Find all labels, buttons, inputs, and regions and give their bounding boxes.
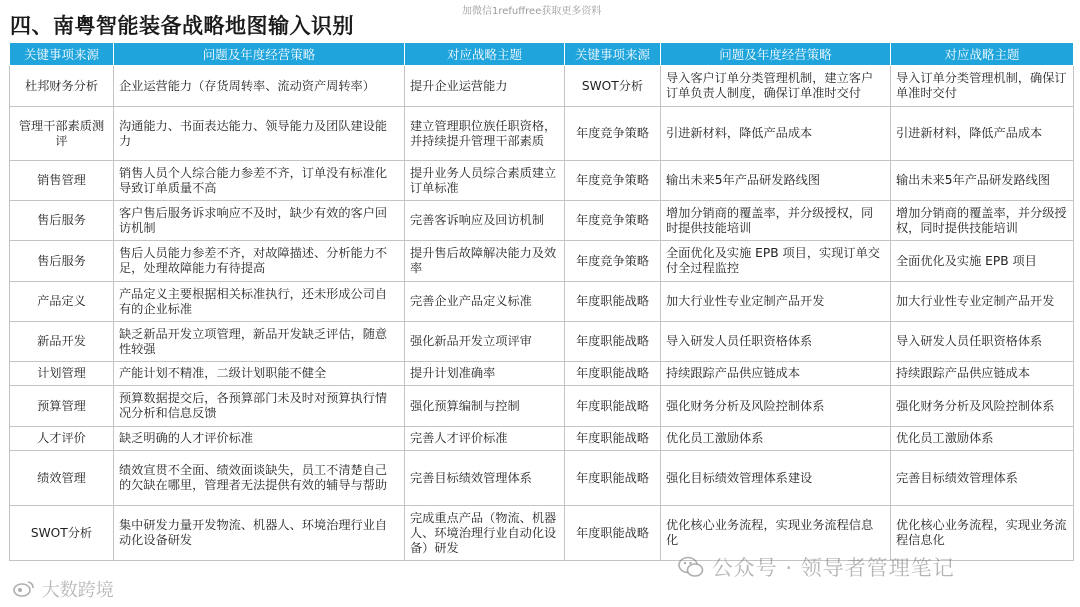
cell-theme: 优化核心业务流程，实现业务流程信息化 (891, 506, 1074, 561)
cell-theme: 引进新材料，降低产品成本 (891, 107, 1074, 161)
header-key-source: 关键事项来源 (10, 43, 114, 66)
table-row (10, 362, 1074, 386)
table-row (10, 282, 1074, 322)
cell-issue: 引进新材料，降低产品成本 (661, 107, 891, 161)
cell-issue: 加大行业性专业定制产品开发 (661, 282, 891, 322)
cell-issue: 优化员工激励体系 (661, 427, 891, 451)
cell-issue: 强化财务分析及风险控制体系 (661, 386, 891, 427)
cell-key-source: 销售管理 (10, 161, 114, 201)
cell-theme: 加大行业性专业定制产品开发 (891, 282, 1074, 322)
cell-issue: 强化目标绩效管理体系建设 (661, 451, 891, 506)
cell-theme: 提升售后故障解决能力及效率 (405, 241, 565, 282)
watermark-right-text: 公众号 · 领导者管理笔记 (711, 556, 955, 580)
cell-theme: 完善人才评价标准 (405, 427, 565, 451)
cell-key-source: 计划管理 (10, 362, 114, 386)
cell-key-source: 绩效管理 (10, 451, 114, 506)
table-row (10, 506, 1074, 561)
cell-key-source: 杜邦财务分析 (10, 66, 114, 107)
table-row (10, 161, 1074, 201)
cell-issue: 全面优化及实施 EPB 项目，实现订单交付全过程监控 (661, 241, 891, 282)
cell-issue: 客户售后服务诉求响应不及时，缺少有效的客户回访机制 (114, 201, 405, 241)
table-row (10, 241, 1074, 282)
cell-key-source: 管理干部素质测评 (10, 107, 114, 161)
table-row (10, 427, 1074, 451)
cell-issue: 售后人员能力参差不齐，对故障描述、分析能力不足，处理故障能力有待提高 (114, 241, 405, 282)
cell-key-source: 售后服务 (10, 201, 114, 241)
cell-theme: 提升企业运营能力 (405, 66, 565, 107)
table-row (10, 386, 1074, 427)
cell-theme: 完善目标绩效管理体系 (891, 451, 1074, 506)
cell-key-source: SWOT分析 (10, 506, 114, 561)
cell-issue: 导入客户订单分类管理机制，建立客户订单负责人制度，确保订单准时交付 (661, 66, 891, 107)
cell-key-source: SWOT分析 (565, 66, 661, 107)
cell-theme: 优化员工激励体系 (891, 427, 1074, 451)
watermark-left-text: 大数跨境 (41, 580, 114, 601)
cell-issue: 集中研发力量开发物流、机器人、环境治理行业自动化设备研发 (114, 506, 405, 561)
cell-key-source: 年度职能战略 (565, 451, 661, 506)
cell-theme: 导入订单分类管理机制，确保订单准时交付 (891, 66, 1074, 107)
cell-key-source: 售后服务 (10, 241, 114, 282)
cell-theme: 导入研发人员任职资格体系 (891, 322, 1074, 362)
cell-theme: 输出未来5年产品研发路线图 (891, 161, 1074, 201)
header-key-source: 关键事项来源 (565, 43, 661, 66)
table-row (10, 66, 1074, 107)
cell-key-source: 年度职能战略 (565, 427, 661, 451)
table-row (10, 107, 1074, 161)
cell-issue: 缺乏新品开发立项管理，新品开发缺乏评估，随意性较强 (114, 322, 405, 362)
cell-issue: 产能计划不精准，二级计划职能不健全 (114, 362, 405, 386)
cell-theme: 提升计划准确率 (405, 362, 565, 386)
cell-theme: 完成重点产品（物流、机器人、环境治理行业自动化设备）研发 (405, 506, 565, 561)
cell-issue: 增加分销商的覆盖率，并分级授权，同时提供技能培训 (661, 201, 891, 241)
strategy-map-table (9, 42, 1074, 561)
cell-key-source: 年度竞争策略 (565, 161, 661, 201)
cell-issue: 持续跟踪产品供应链成本 (661, 362, 891, 386)
cell-theme: 完善目标绩效管理体系 (405, 451, 565, 506)
cell-theme: 完善企业产品定义标准 (405, 282, 565, 322)
table-header-row (10, 43, 1074, 66)
table-row (10, 201, 1074, 241)
cell-theme: 持续跟踪产品供应链成本 (891, 362, 1074, 386)
watermark-left (12, 576, 114, 603)
cell-key-source: 年度职能战略 (565, 282, 661, 322)
cell-key-source: 预算管理 (10, 386, 114, 427)
header-issue-strategy: 问题及年度经营策略 (114, 43, 405, 66)
cell-key-source: 年度竞争策略 (565, 241, 661, 282)
cell-issue: 优化核心业务流程，实现业务流程信息化 (661, 506, 891, 561)
cell-key-source: 年度职能战略 (565, 362, 661, 386)
table-row (10, 451, 1074, 506)
cell-issue: 缺乏明确的人才评价标准 (114, 427, 405, 451)
header-issue-strategy: 问题及年度经营策略 (661, 43, 891, 66)
cell-key-source: 年度竞争策略 (565, 107, 661, 161)
cell-key-source: 新品开发 (10, 322, 114, 362)
top-watermark-text: 加微信1refuffree获取更多资料 (462, 6, 602, 17)
table-row (10, 322, 1074, 362)
cell-issue: 绩效宣贯不全面、绩效面谈缺失，员工不清楚自己的欠缺在哪里，管理者无法提供有效的辅导与帮助 (114, 451, 405, 506)
cell-theme: 强化财务分析及风险控制体系 (891, 386, 1074, 427)
cell-key-source: 年度职能战略 (565, 322, 661, 362)
cell-key-source: 年度职能战略 (565, 386, 661, 427)
cell-theme: 强化新品开发立项评审 (405, 322, 565, 362)
cell-theme: 全面优化及实施 EPB 项目 (891, 241, 1074, 282)
cell-issue: 输出未来5年产品研发路线图 (661, 161, 891, 201)
header-strategy-theme: 对应战略主题 (891, 43, 1074, 66)
cell-key-source: 年度竞争策略 (565, 201, 661, 241)
cell-issue: 销售人员个人综合能力参差不齐，订单没有标准化导致订单质量不高 (114, 161, 405, 201)
cell-issue: 产品定义主要根据相关标准执行，还未形成公司自有的企业标准 (114, 282, 405, 322)
cell-issue: 沟通能力、书面表达能力、领导能力及团队建设能力 (114, 107, 405, 161)
cell-theme: 建立管理职位族任职资格，并持续提升管理干部素质 (405, 107, 565, 161)
header-strategy-theme: 对应战略主题 (405, 43, 565, 66)
cell-key-source: 人才评价 (10, 427, 114, 451)
cell-issue: 预算数据提交后，各预算部门未及时对预算执行情况分析和信息反馈 (114, 386, 405, 427)
cell-theme: 完善客诉响应及回访机制 (405, 201, 565, 241)
cell-key-source: 年度职能战略 (565, 506, 661, 561)
cell-key-source: 产品定义 (10, 282, 114, 322)
cell-theme: 强化预算编制与控制 (405, 386, 565, 427)
weibo-like-logo-icon (12, 580, 36, 603)
cell-theme: 提升业务人员综合素质建立订单标准 (405, 161, 565, 201)
cell-issue: 企业运营能力（存货周转率、流动资产周转率） (114, 66, 405, 107)
cell-issue: 导入研发人员任职资格体系 (661, 322, 891, 362)
page-title: 四、南粤智能装备战略地图输入识别 (10, 14, 354, 38)
cell-theme: 增加分销商的覆盖率，并分级授权，同时提供技能培训 (891, 201, 1074, 241)
